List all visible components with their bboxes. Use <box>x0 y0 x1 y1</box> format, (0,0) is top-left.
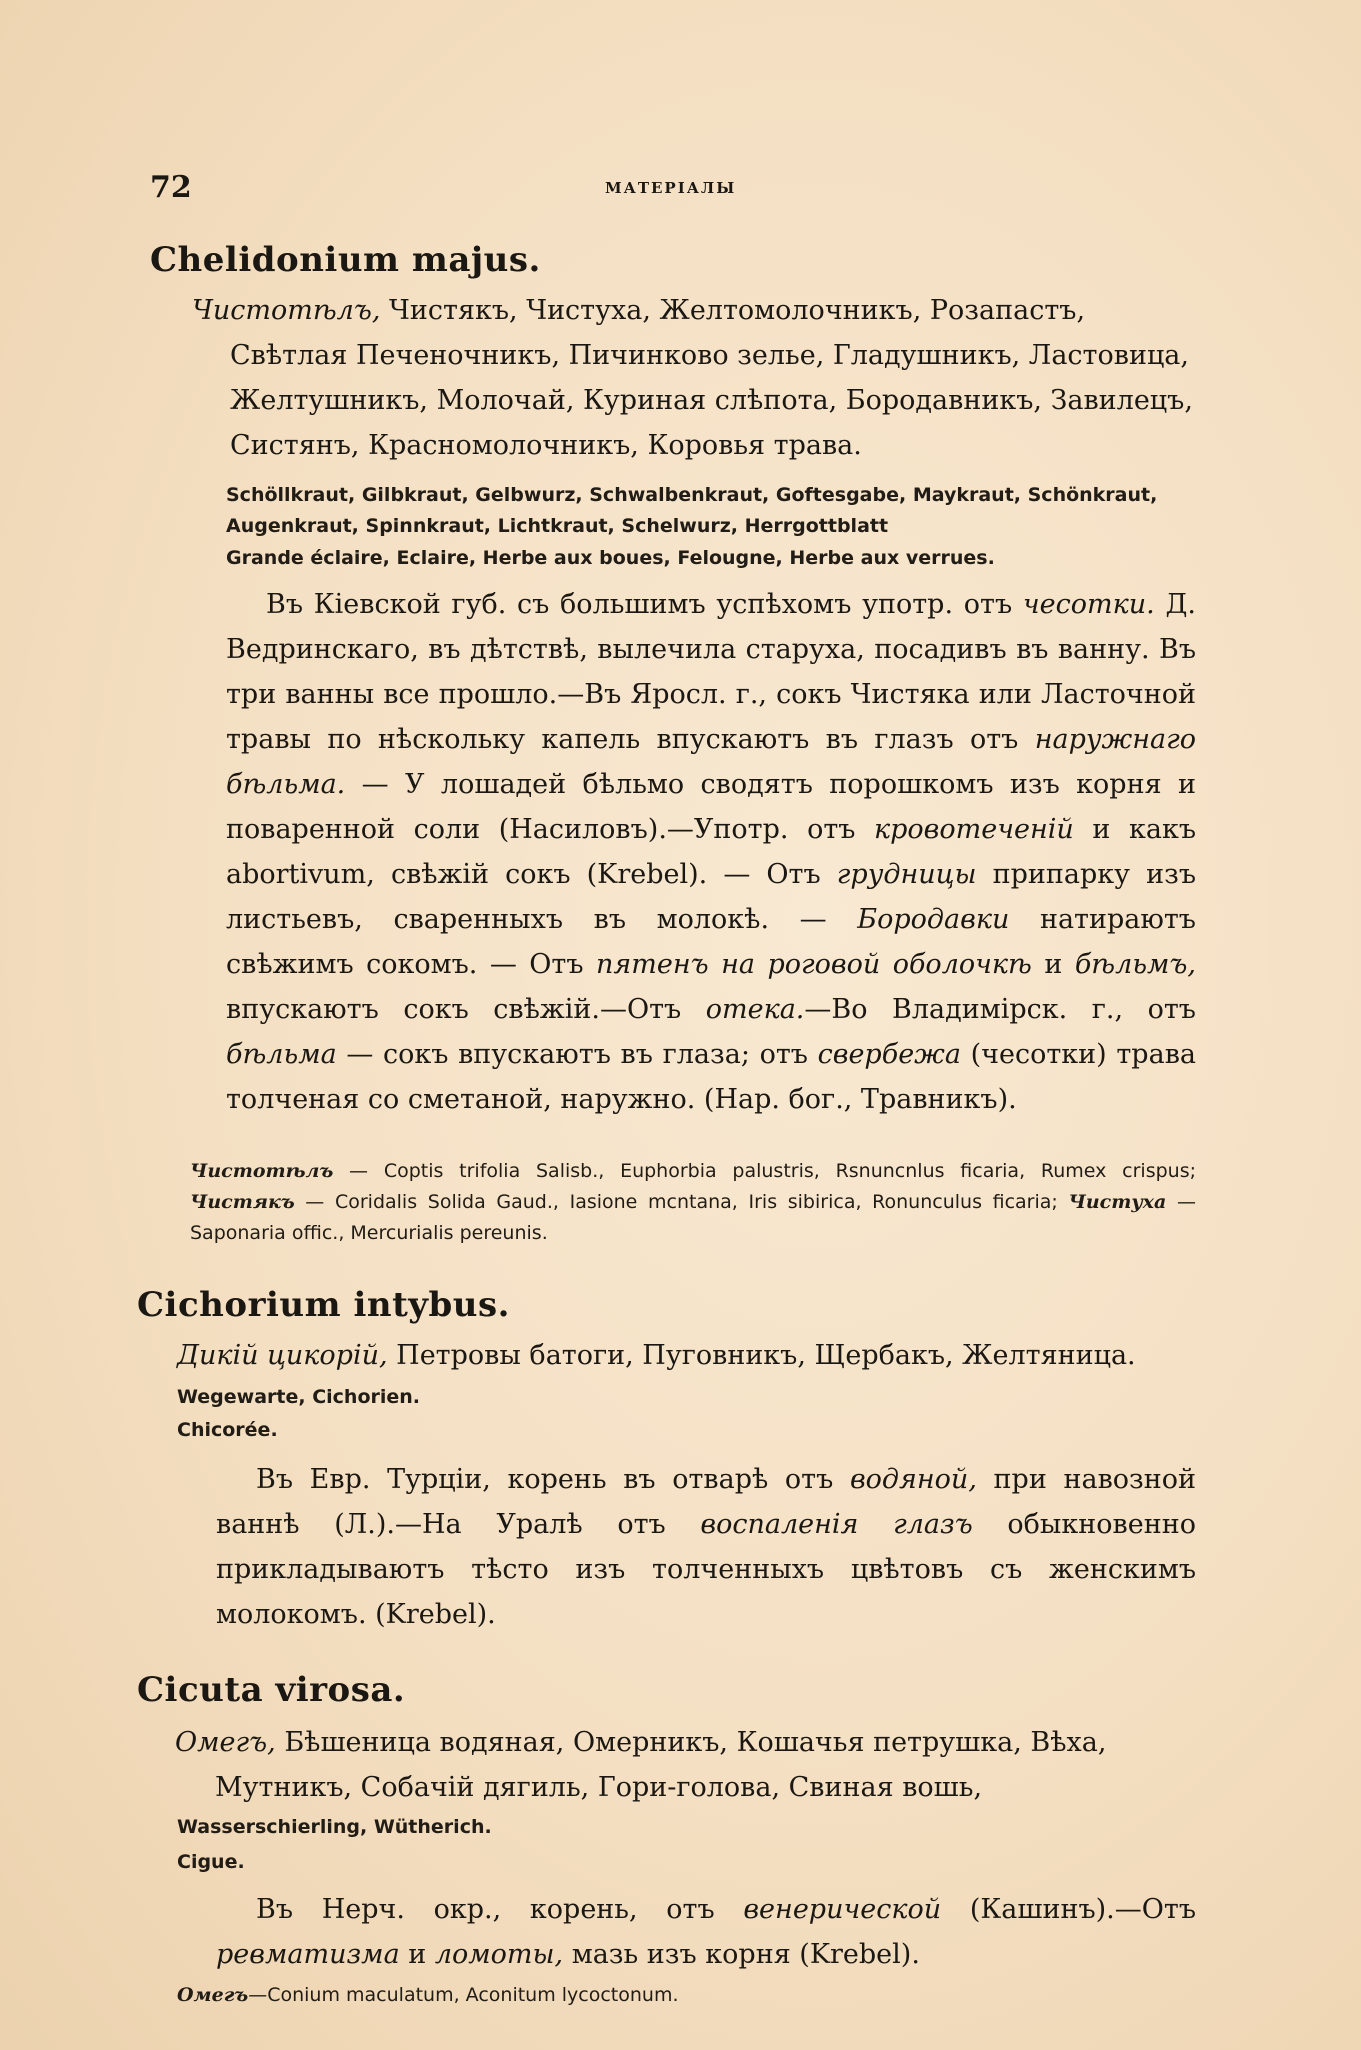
common-names <box>175 1720 1195 1810</box>
primary-name: Дикій цикорій, <box>177 1340 388 1371</box>
note-term: Омегъ <box>177 1984 249 2006</box>
italic-term: грудницы <box>836 859 977 890</box>
text-run: обыкновенно прикладываютъ тѣсто изъ толченныхъ цвѣтовъ съ женскимъ молокомъ. (Krebel). <box>216 1509 1196 1630</box>
german-names: Schöllkraut, Gilbkraut, Gelbwurz, Schwalbenkraut, Goftesgabe, Maykraut, Schönkraut, Augenkraut, Spinnkraut, Lichtkraut, Schelwurz, Herrgottblatt <box>226 484 1158 537</box>
running-head: МАТЕРІАЛЫ <box>605 179 737 197</box>
entry-heading: Chelidonium majus. <box>150 240 541 280</box>
text-run: Въ Кіевской губ. съ большимъ успѣхомъ употр. отъ <box>266 589 1023 620</box>
text-run: (чесотки) трава толченая со сметаной, наружно. (Нар. бог., Травникъ). <box>226 1039 1196 1115</box>
italic-term: наружнаго бѣльма. <box>226 724 1196 800</box>
primary-name: Чистотѣлъ, <box>192 295 381 326</box>
synonym-note <box>190 1156 1196 1249</box>
text-run: при навозной ваннѣ (Л.).—На Уралѣ отъ <box>216 1464 1196 1540</box>
italic-term: свербежа <box>817 1039 961 1070</box>
note-text: —Conium maculatum, Aconitum lycoctonum. <box>248 1984 679 2006</box>
other-names: Чистякъ, Чистуха, Желтомолочникъ, Розапастъ, Свѣтлая Печеночникъ, Пичинково зелье, Гладушникъ, Ластовица, Желтушникъ, Молочай, Куриная слѣпота, Бородавникъ, Завилецъ, Систянъ, Красномолочникъ, Коровья трава. <box>230 295 1193 461</box>
text-run: (Кашинъ).—Отъ <box>941 1894 1196 1925</box>
italic-term: Бородавки <box>857 904 1010 935</box>
note-text: — Coridalis Solida Gaud., Iasione mcntana, Iris sibirica, Ronunculus ficaria; <box>294 1191 1069 1213</box>
text-run: припарку изъ листьевъ, сваренныхъ въ молокѣ. — <box>226 859 1196 935</box>
note-term: Чистуха <box>1068 1191 1167 1213</box>
synonym-note <box>177 1980 1177 2011</box>
common-names <box>177 1333 1197 1378</box>
text-run: Д. Ведринскаго, въ дѣтствѣ, вылечила старуха, посадивъ въ ванну. Въ три ванны все прошло.—Въ Яросл. г., сокъ Чистяка или Ласточной травы по нѣскольку капель впускаютъ въ глазъ отъ <box>226 589 1196 755</box>
text-run: Въ Нерч. окр., корень, отъ <box>256 1894 744 1925</box>
text-run: мазь изъ корня (Krebel). <box>563 1939 920 1970</box>
french-names: Grande éclaire, Eclaire, Herbe aux boues, Felougne, Herbe aux verrues. <box>226 547 995 569</box>
common-names <box>192 288 1195 468</box>
entry-heading: Cicuta virosa. <box>137 1670 406 1710</box>
italic-term: ломоты, <box>434 1939 564 1970</box>
german-names: Wasserschierling, Wütherich. <box>177 1816 492 1838</box>
text-run: и <box>1031 949 1075 980</box>
note-term: Чистотѣлъ <box>190 1160 334 1182</box>
entry-text <box>216 1887 1196 1977</box>
italic-term: ревматизма <box>216 1939 400 1970</box>
text-run: натираютъ свѣжимъ сокомъ. — Отъ <box>226 904 1196 980</box>
entry-heading: Cichorium intybus. <box>137 1285 511 1325</box>
other-names: Петровы батоги, Пуговникъ, Щербакъ, Желтяница. <box>387 1340 1136 1371</box>
french-names: Chicorée. <box>177 1419 278 1441</box>
german-names: Wegewarte, Cichorien. <box>177 1386 421 1408</box>
french-names: Cigue. <box>177 1851 245 1873</box>
page-number: 72 <box>150 170 192 205</box>
italic-term: бѣльма <box>226 1039 337 1070</box>
primary-name: Омегъ, <box>175 1727 276 1758</box>
text-run: впускаютъ сокъ свѣжій.—Отъ <box>226 994 706 1025</box>
other-names: Бѣшеница водяная, Омерникъ, Кошачья петрушка, Вѣха, Мутникъ, Собачій дягиль, Гори-голова, Свиная вошь, <box>215 1727 1107 1803</box>
italic-term: отека. <box>705 994 805 1025</box>
text-run: — У лошадей бѣльмо сводятъ порошкомъ изъ корня и поваренной соли (Насиловъ).—Употр. отъ <box>226 769 1196 845</box>
italic-term: кровотеченій <box>874 814 1074 845</box>
text-run: Въ Евр. Турціи, корень въ отварѣ отъ <box>256 1464 850 1495</box>
note-text: — Coptis trifolia Salisb., Euphorbia palustris, Rsnuncnlus ficaria, Rumex crispus; <box>333 1160 1196 1182</box>
page-header <box>150 170 1210 210</box>
italic-term: водяной, <box>849 1464 977 1495</box>
entry-text <box>216 1457 1196 1637</box>
text-run: и <box>399 1939 435 1970</box>
italic-term: чесотки. <box>1022 589 1155 620</box>
italic-term: воспаленія глазъ <box>700 1509 973 1540</box>
italic-term: пятенъ на роговой оболочкѣ <box>596 949 1032 980</box>
note-term: Чистякъ <box>190 1191 295 1213</box>
note-text: — Saponaria offic., Mercurialis pereunis. <box>190 1191 1196 1244</box>
text-run: и какъ abortivum, свѣжій сокъ (Krebel). — Отъ <box>226 814 1196 890</box>
entry-text <box>226 582 1196 1122</box>
text-run: — сокъ впускаютъ въ глаза; отъ <box>336 1039 818 1070</box>
italic-term: бѣльмъ, <box>1074 949 1196 980</box>
text-run: —Во Владимірск. г., отъ <box>804 994 1196 1025</box>
italic-term: венерической <box>743 1894 942 1925</box>
